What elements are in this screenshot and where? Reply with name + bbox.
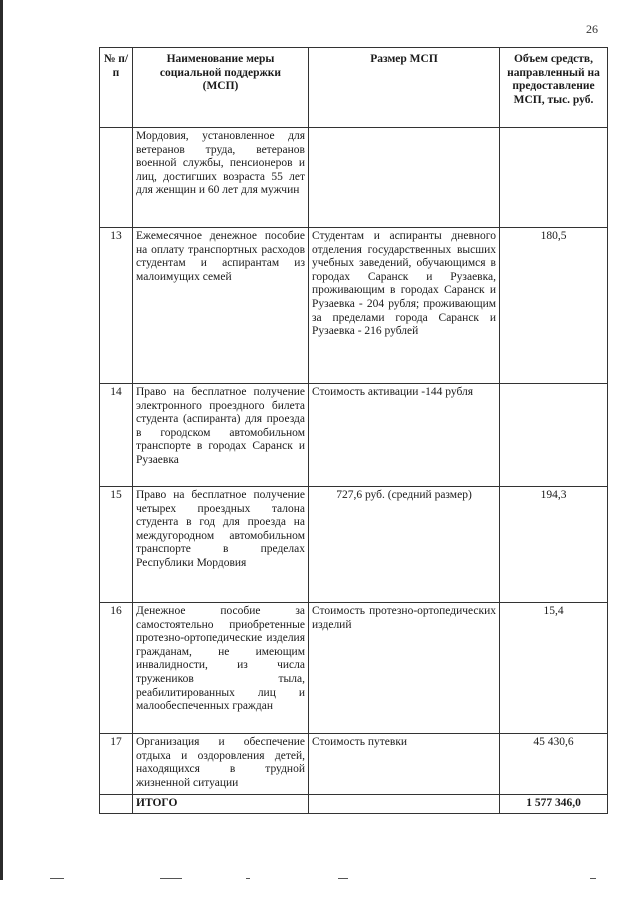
cell-num: 15	[100, 487, 133, 603]
msp-table	[99, 47, 608, 814]
table-row-continuation	[100, 128, 608, 228]
cell-amount	[500, 384, 608, 487]
header-num: № п/п	[100, 48, 133, 128]
scan-artifacts	[30, 878, 610, 884]
table-row	[100, 487, 608, 603]
table-row	[100, 734, 608, 795]
cell-size	[309, 128, 500, 228]
cell-size: Стоимость активации -144 рубля	[309, 384, 500, 487]
page-number: 26	[586, 22, 598, 36]
cell-size: Студентам и аспиранты дневного отделения государственных высших учебных заведений, обучающимся в городах Саранск и Рузаевка, проживающим в городах Саранск и Рузаевка - 204 рубля; проживающим за пределами города Саранск и Рузаевка - 216 рублей	[309, 228, 500, 384]
cell-name: Ежемесячное денежное пособие на оплату транспортных расходов студентам и аспирантам из малоимущих семей	[133, 228, 309, 384]
header-size: Размер МСП	[309, 48, 500, 128]
cell-name: Право на бесплатное получение электронного проездного билета студента (аспиранта) для проезда в городском автомобильном транспорте в городах Саранск и Рузаевка	[133, 384, 309, 487]
scan-edge-shadow	[0, 0, 3, 880]
header-name: Наименование меры социальной поддержки (МСП)	[133, 48, 309, 128]
cell-name: Организация и обеспечение отдыха и оздоровления детей, находящихся в трудной жизненной ситуации	[133, 734, 309, 795]
cell-num: 13	[100, 228, 133, 384]
cell-name: Мордовия, установленное для ветеранов труда, ветеранов военной службы, пенсионеров и лиц, достигших возраста 55 лет для женщин и 60 лет для мужчин	[133, 128, 309, 228]
table-header-row	[100, 48, 608, 128]
total-label: ИТОГО	[133, 795, 309, 814]
table-total-row	[100, 795, 608, 814]
cell-amount	[500, 128, 608, 228]
cell-size	[309, 795, 500, 814]
header-amount: Объем средств, направленный на предоставление МСП, тыс. руб.	[500, 48, 608, 128]
table-row	[100, 228, 608, 384]
cell-size: Стоимость протезно-ортопедических изделий	[309, 603, 500, 734]
cell-num	[100, 795, 133, 814]
cell-num: 16	[100, 603, 133, 734]
cell-name: Денежное пособие за самостоятельно приобретенные протезно-ортопедические изделия гражданам, не имеющим инвалидности, из числа тружеников тыла, реабилитированных лиц и малообеспеченных граждан	[133, 603, 309, 734]
cell-num: 14	[100, 384, 133, 487]
cell-amount: 194,3	[500, 487, 608, 603]
cell-num: 17	[100, 734, 133, 795]
cell-amount: 180,5	[500, 228, 608, 384]
table-row	[100, 603, 608, 734]
cell-name: Право на бесплатное получение четырех проездных талона студента в год для проезда на междугородном автомобильном транспорте в пределах Республики Мордовия	[133, 487, 309, 603]
cell-amount: 15,4	[500, 603, 608, 734]
cell-num	[100, 128, 133, 228]
total-amount: 1 577 346,0	[500, 795, 608, 814]
cell-size: Стоимость путевки	[309, 734, 500, 795]
cell-amount: 45 430,6	[500, 734, 608, 795]
cell-size: 727,6 руб. (средний размер)	[309, 487, 500, 603]
table-row	[100, 384, 608, 487]
